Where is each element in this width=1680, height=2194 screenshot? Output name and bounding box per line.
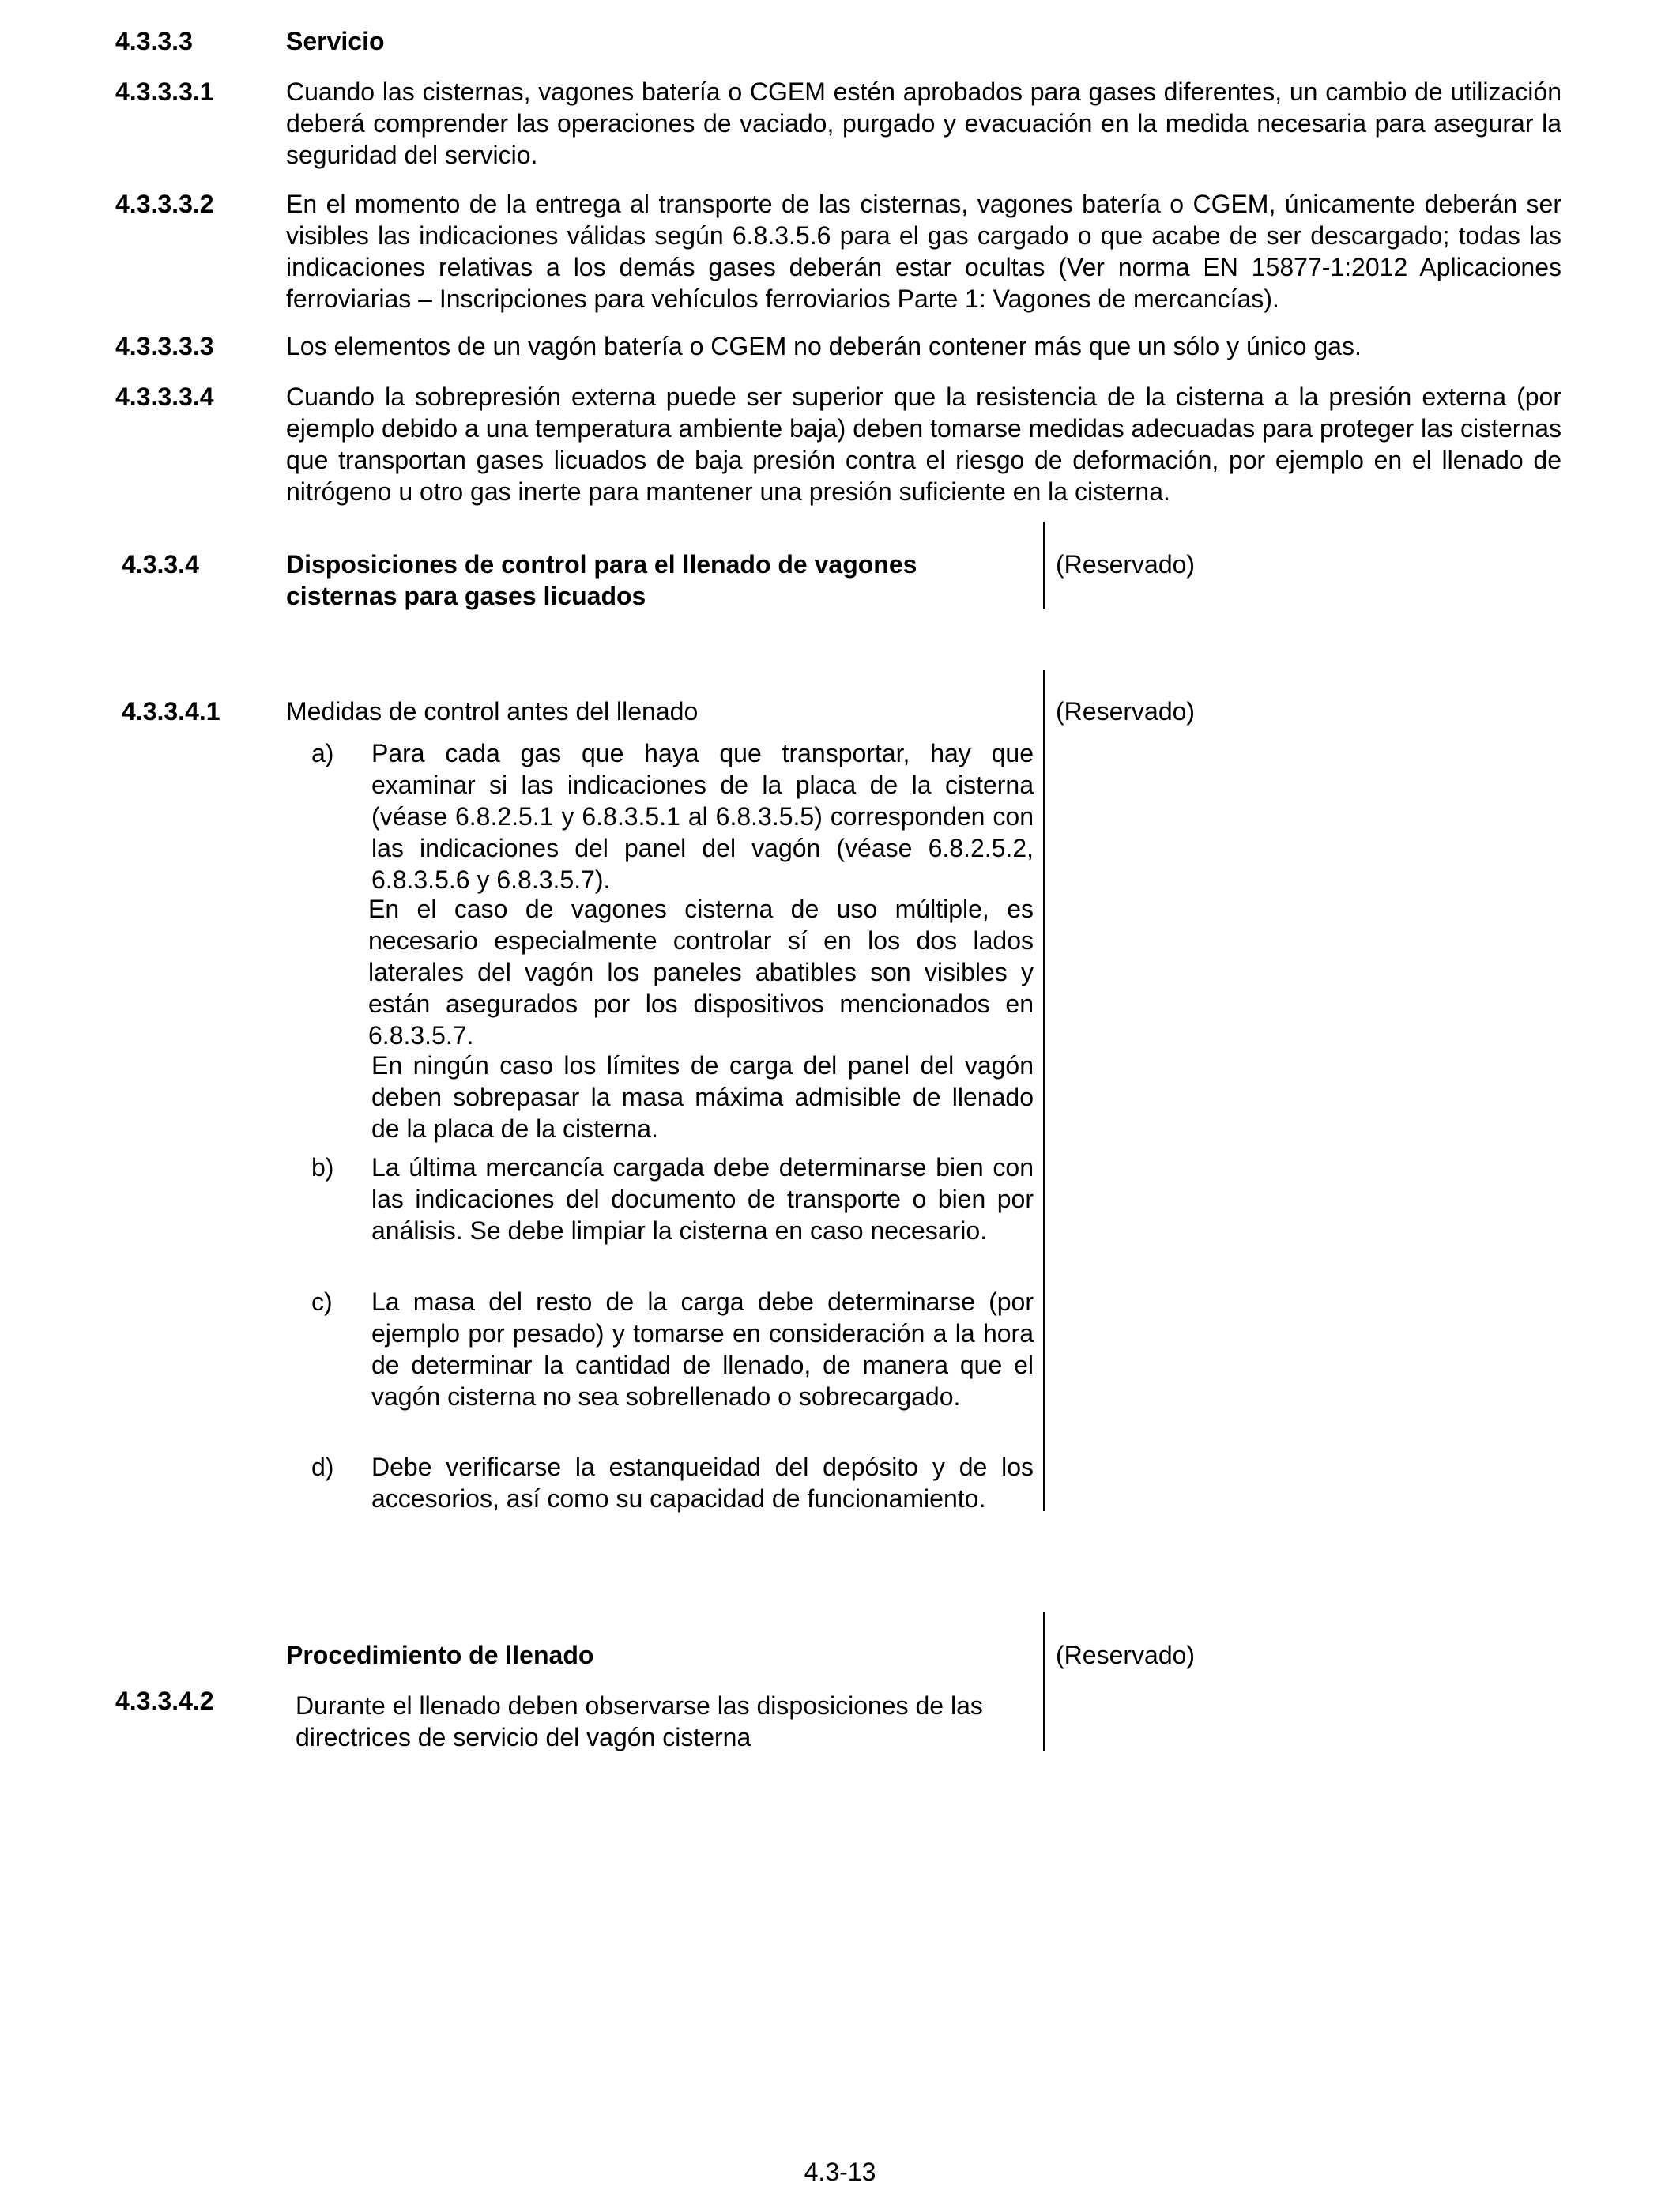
list-item-text: Para cada gas que haya que transportar, hay que examinar si las indicaciones de la placa de la cisterna (véase 6.8.2.5.1 y 6.8.3.5.1 al 6.8.3.5.5) corresponden con las indicaciones del panel del vagón (véase 6.8.2.5.2, 6.8.3.5.6 y 6.8.3.5.7). xyxy=(371,739,1034,894)
column-divider xyxy=(1043,1612,1045,1751)
section-number: 4.3.3.3.2 xyxy=(115,190,214,218)
section-paragraph: En el momento de la entrega al transporte de las cisternas, vagones batería o CGEM, únicamente deberán ser visibles las indicaciones válidas según 6.8.3.5.6 para el gas cargado o que acabe de ser descargado; todas las indicaciones relativas a los demás gases deberán estar ocultas (Ver norma EN 15877-1:2012 Aplicaciones ferroviarias – Inscripciones para vehículos ferroviarios Parte 1: Vagones de mercancías). xyxy=(286,190,1561,313)
list-item-text: La masa del resto de la carga debe determinarse (por ejemplo por pesado) y tomarse en consideración a la hora de determinar la cantidad de llenado, de manera que el vagón cisterna no sea sobrellenado o sobrecargado. xyxy=(371,1287,1034,1411)
list-item-label: b) xyxy=(311,1153,334,1182)
section-title: Procedimiento de llenado xyxy=(286,1641,594,1669)
list-item-label: d) xyxy=(311,1453,334,1481)
list-item-text: La última mercancía cargada debe determinarse bien con las indicaciones del documento de transporte o bien por análisis. Se debe limpiar la cisterna en caso necesario. xyxy=(371,1153,1034,1245)
section-paragraph: Los elementos de un vagón batería o CGEM no deberán contener más que un sólo y único gas. xyxy=(286,332,1362,360)
list-item-text: Debe verificarse la estanqueidad del depósito y de los accesorios, así como su capacidad de funcionamiento. xyxy=(371,1453,1034,1513)
section-paragraph: Durante el llenado deben observarse las disposiciones de las directrices de servicio del vagón cisterna xyxy=(296,1691,983,1751)
section-number: 4.3.3.3.3 xyxy=(115,332,214,360)
list-item-text: En el caso de vagones cisterna de uso múltiple, es necesario especialmente controlar sí en los dos lados laterales del vagón los paneles abatibles son visibles y están asegurados por los dispositivos mencionados en 6.8.3.5.7. xyxy=(368,895,1034,1050)
section-title: Medidas de control antes del llenado xyxy=(286,697,699,726)
list-item-label: a) xyxy=(311,739,334,767)
section-number: 4.3.3.3 xyxy=(115,27,193,55)
reserved-note: (Reservado) xyxy=(1056,550,1196,579)
section-number: 4.3.3.4 xyxy=(122,550,199,579)
section-title: Servicio xyxy=(286,27,385,55)
section-paragraph: Cuando la sobrepresión externa puede ser superior que la resistencia de la cisterna a la presión externa (por ejemplo debido a una temperatura ambiente baja) deben tomarse medidas adecuadas para proteger las cisternas que transportan gases licuados de baja presión contra el riesgo de deformación, por ejemplo en el llenado de nitrógeno u otro gas inerte para mantener una presión suficiente en la cisterna. xyxy=(286,383,1561,506)
reserved-note: (Reservado) xyxy=(1056,697,1196,726)
reserved-note: (Reservado) xyxy=(1056,1641,1196,1669)
section-number: 4.3.3.4.2 xyxy=(115,1687,214,1715)
column-divider xyxy=(1043,522,1045,609)
section-number: 4.3.3.4.1 xyxy=(122,697,220,726)
section-number: 4.3.3.3.1 xyxy=(115,77,214,106)
page-number: 4.3-13 xyxy=(804,2158,876,2186)
list-item-label: c) xyxy=(311,1287,333,1316)
section-paragraph: Cuando las cisternas, vagones batería o CGEM estén aprobados para gases diferentes, un cambio de utilización deberá comprender las operaciones de vaciado, purgado y evacuación en la medida necesaria para asegurar la seguridad del servicio. xyxy=(286,77,1561,169)
section-number: 4.3.3.3.4 xyxy=(115,383,214,411)
list-item-text: En ningún caso los límites de carga del panel del vagón deben sobrepasar la masa máxima admisible de llenado de la placa de la cisterna. xyxy=(371,1051,1034,1143)
column-divider xyxy=(1043,670,1045,1511)
section-title: Disposiciones de control para el llenado de vagones cisternas para gases licuados xyxy=(286,550,917,610)
